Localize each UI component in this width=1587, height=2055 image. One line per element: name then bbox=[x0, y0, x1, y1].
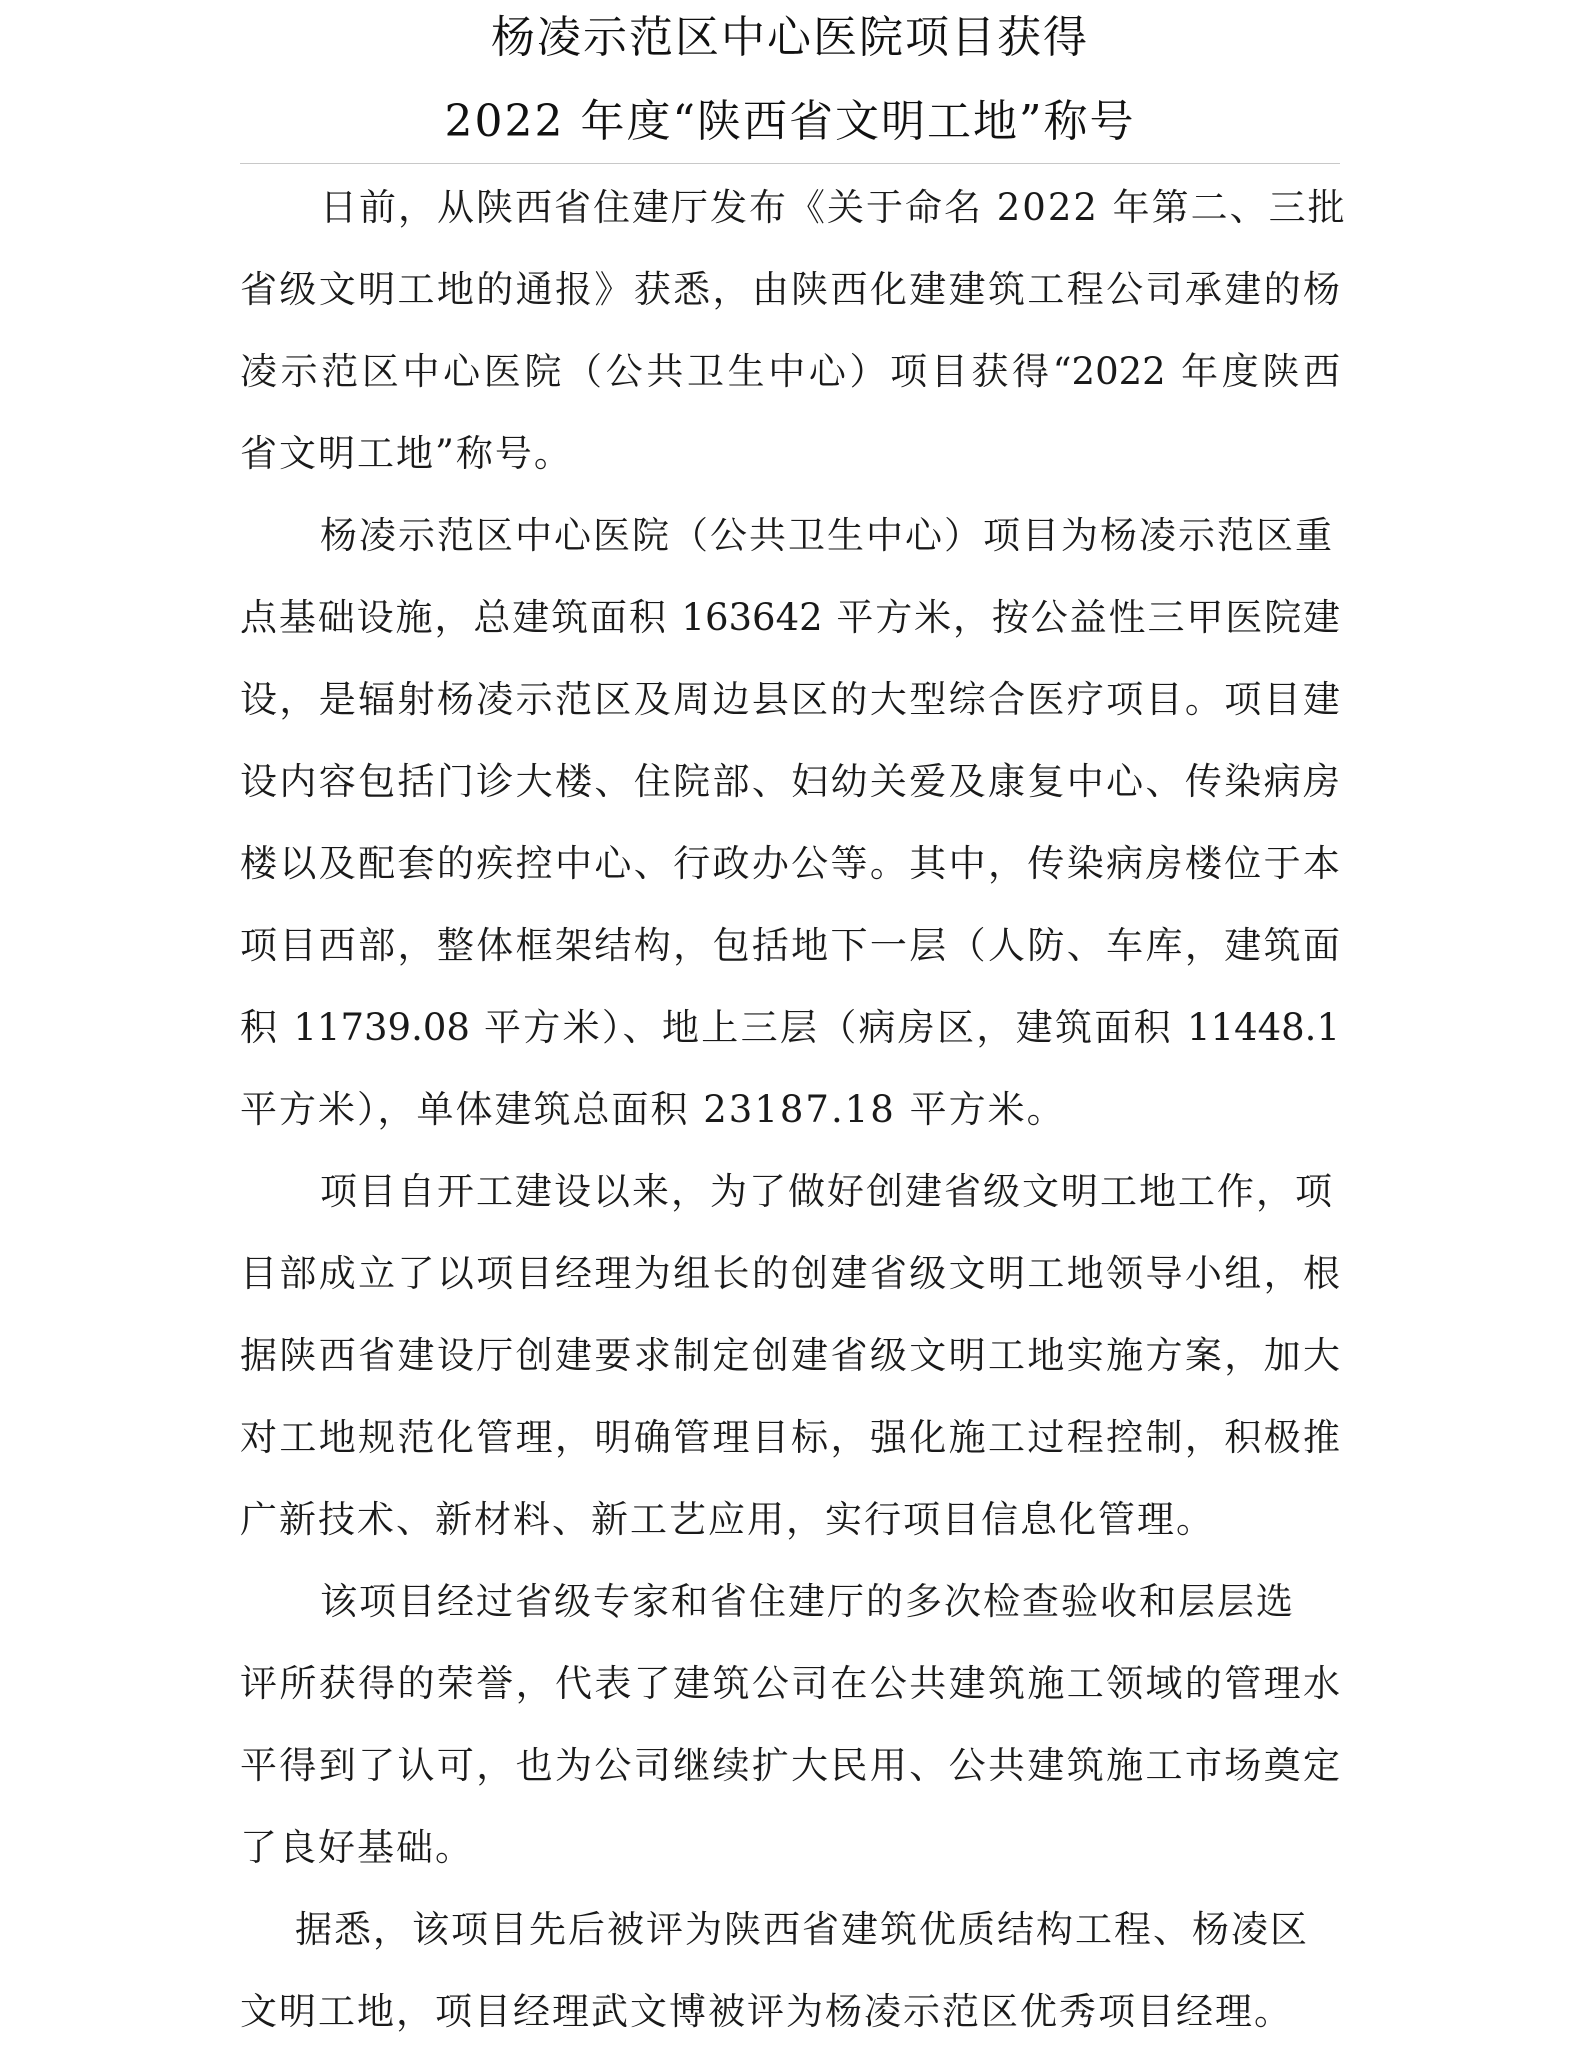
paragraph-line: 目部成立了以项目经理为组长的创建省级文明工地领导小组，根 bbox=[240, 1252, 1340, 1295]
paragraph-line: 该项目经过省级专家和省住建厅的多次检查验收和层层选 bbox=[320, 1580, 1295, 1623]
paragraph-line: 积 11739.08 平方米）、地上三层（病房区，建筑面积 11448.1 bbox=[240, 1006, 1340, 1049]
paragraph-line: 据悉，该项目先后被评为陕西省建筑优质结构工程、杨凌区 bbox=[295, 1908, 1309, 1951]
paragraph-line: 对工地规范化管理，明确管理目标，强化施工过程控制，积极推 bbox=[240, 1416, 1340, 1459]
paragraph-line: 平方米），单体建筑总面积 23187.18 平方米。 bbox=[240, 1088, 1066, 1131]
paragraph-line: 日前，从陕西省住建厅发布《关于命名 2022 年第二、三批 bbox=[320, 186, 1347, 229]
document-title-line-1: 杨凌示范区中心医院项目获得 bbox=[491, 12, 1089, 63]
paragraph-line: 项目自开工建设以来，为了做好创建省级文明工地工作，项 bbox=[320, 1170, 1334, 1213]
document-title-line-2: 2022 年度“陕西省文明工地”称号 bbox=[444, 96, 1136, 147]
title-divider bbox=[240, 163, 1340, 164]
paragraph-line: 了良好基础。 bbox=[240, 1826, 474, 1869]
paragraph-line: 杨凌示范区中心医院（公共卫生中心）项目为杨凌示范区重 bbox=[320, 514, 1334, 557]
paragraph-line: 评所获得的荣誉，代表了建筑公司在公共建筑施工领域的管理水 bbox=[240, 1662, 1340, 1705]
paragraph-line: 据陕西省建设厅创建要求制定创建省级文明工地实施方案，加大 bbox=[240, 1334, 1340, 1377]
paragraph-line: 点基础设施，总建筑面积 163642 平方米，按公益性三甲医院建 bbox=[240, 596, 1340, 639]
paragraph-line: 广新技术、新材料、新工艺应用，实行项目信息化管理。 bbox=[240, 1498, 1215, 1541]
paragraph-line: 楼以及配套的疾控中心、行政办公等。其中，传染病房楼位于本 bbox=[240, 842, 1340, 885]
paragraph-line: 平得到了认可，也为公司继续扩大民用、公共建筑施工市场奠定 bbox=[240, 1744, 1340, 1787]
paragraph-line: 设，是辐射杨凌示范区及周边县区的大型综合医疗项目。项目建 bbox=[240, 678, 1340, 721]
paragraph-line: 文明工地，项目经理武文博被评为杨凌示范区优秀项目经理。 bbox=[240, 1990, 1293, 2033]
paragraph-line: 凌示范区中心医院（公共卫生中心）项目获得“2022 年度陕西 bbox=[240, 350, 1340, 393]
paragraph-line: 设内容包括门诊大楼、住院部、妇幼关爱及康复中心、传染病房 bbox=[240, 760, 1340, 803]
paragraph-line: 项目西部，整体框架结构，包括地下一层（人防、车库，建筑面 bbox=[240, 924, 1340, 967]
paragraph-line: 省文明工地”称号。 bbox=[240, 432, 573, 475]
paragraph-line: 省级文明工地的通报》获悉，由陕西化建建筑工程公司承建的杨 bbox=[240, 268, 1340, 311]
